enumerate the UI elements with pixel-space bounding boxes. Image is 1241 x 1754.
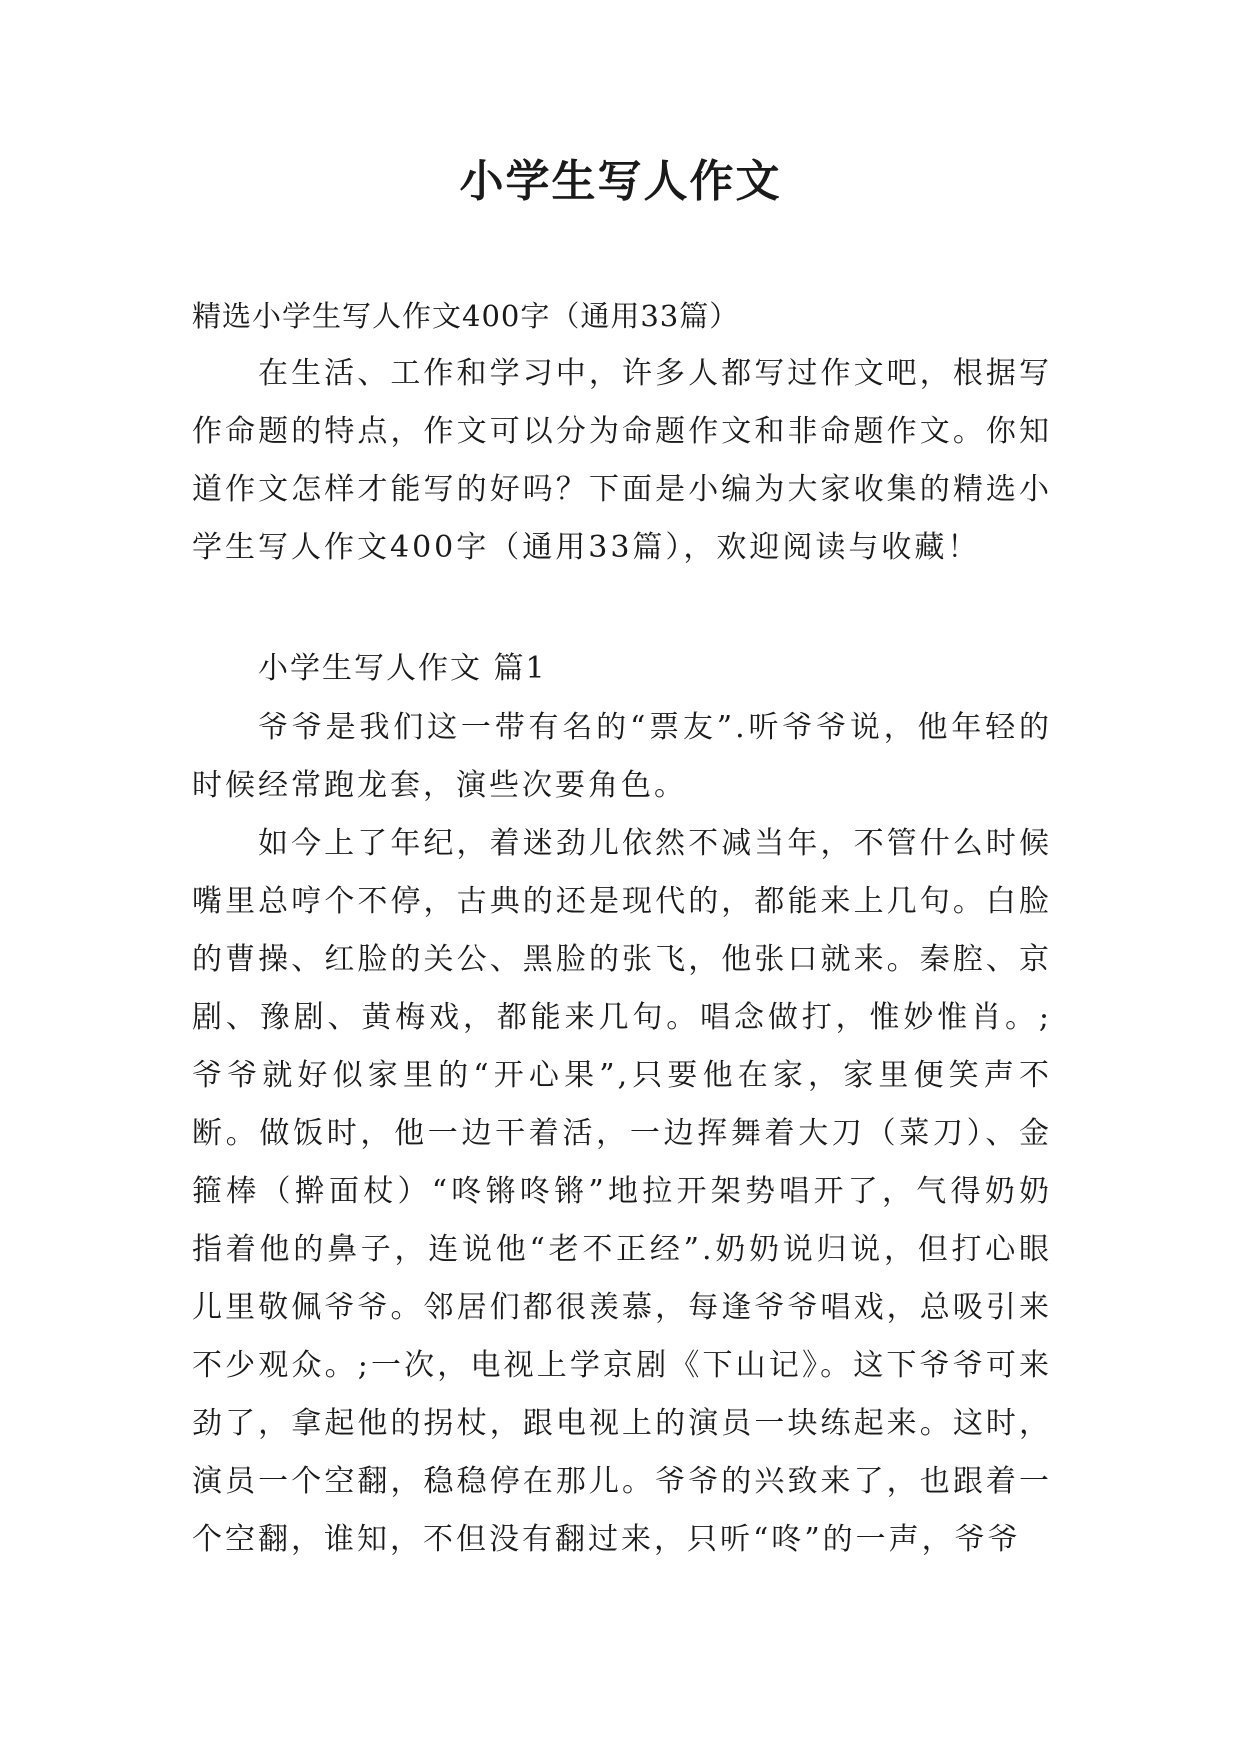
intro-paragraph: 在生活、工作和学习中，许多人都写过作文吧，根据写作命题的特点，作文可以分为命题作文和非命题作文。你知道作文怎样才能写的好吗？下面是小编为大家收集的精选小学生写人作文400字（通用33篇），欢迎阅读与收藏！ — [192, 356, 1052, 565]
document-title: 小学生写人作文 — [459, 156, 782, 207]
document-subtitle: 精选小学生写人作文400字（通用33篇） — [192, 299, 740, 333]
section-heading: 小学生写人作文 篇1 — [258, 651, 547, 686]
body-paragraph-1: 爷爷是我们这一带有名的“票友”.听爷爷说，他年轻的时候经常跑龙套，演些次要角色。 — [192, 710, 1052, 803]
body-paragraph-2: 如今上了年纪，着迷劲儿依然不减当年，不管什么时候嘴里总哼个不停，古典的还是现代的，都能来上几句。白脸的曹操、红脸的关公、黑脸的张飞，他张口就来。秦腔、京剧、豫剧、黄梅戏，都能来几句。唱念做打，惟妙惟肖。;爷爷就好似家里的“开心果”,只要他在家，家里便笑声不断。做饭时，他一边干着活，一边挥舞着大刀（菜刀）、金箍棒（擀面杖）“咚锵咚锵”地拉开架势唱开了，气得奶奶指着他的鼻子，连说他“老不正经”.奶奶说归说，但打心眼儿里敬佩爷爷。邻居们都很羡慕，每逢爷爷唱戏，总吸引来不少观众。;一次，电视上学京剧《下山记》。这下爷爷可来劲了，拿起他的拐杖，跟电视上的演员一块练起来。这时，演员一个空翻，稳稳停在那儿。爷爷的兴致来了，也跟着一个空翻，谁知，不但没有翻过来，只听“咚”的一声，爷爷 — [192, 826, 1052, 1557]
